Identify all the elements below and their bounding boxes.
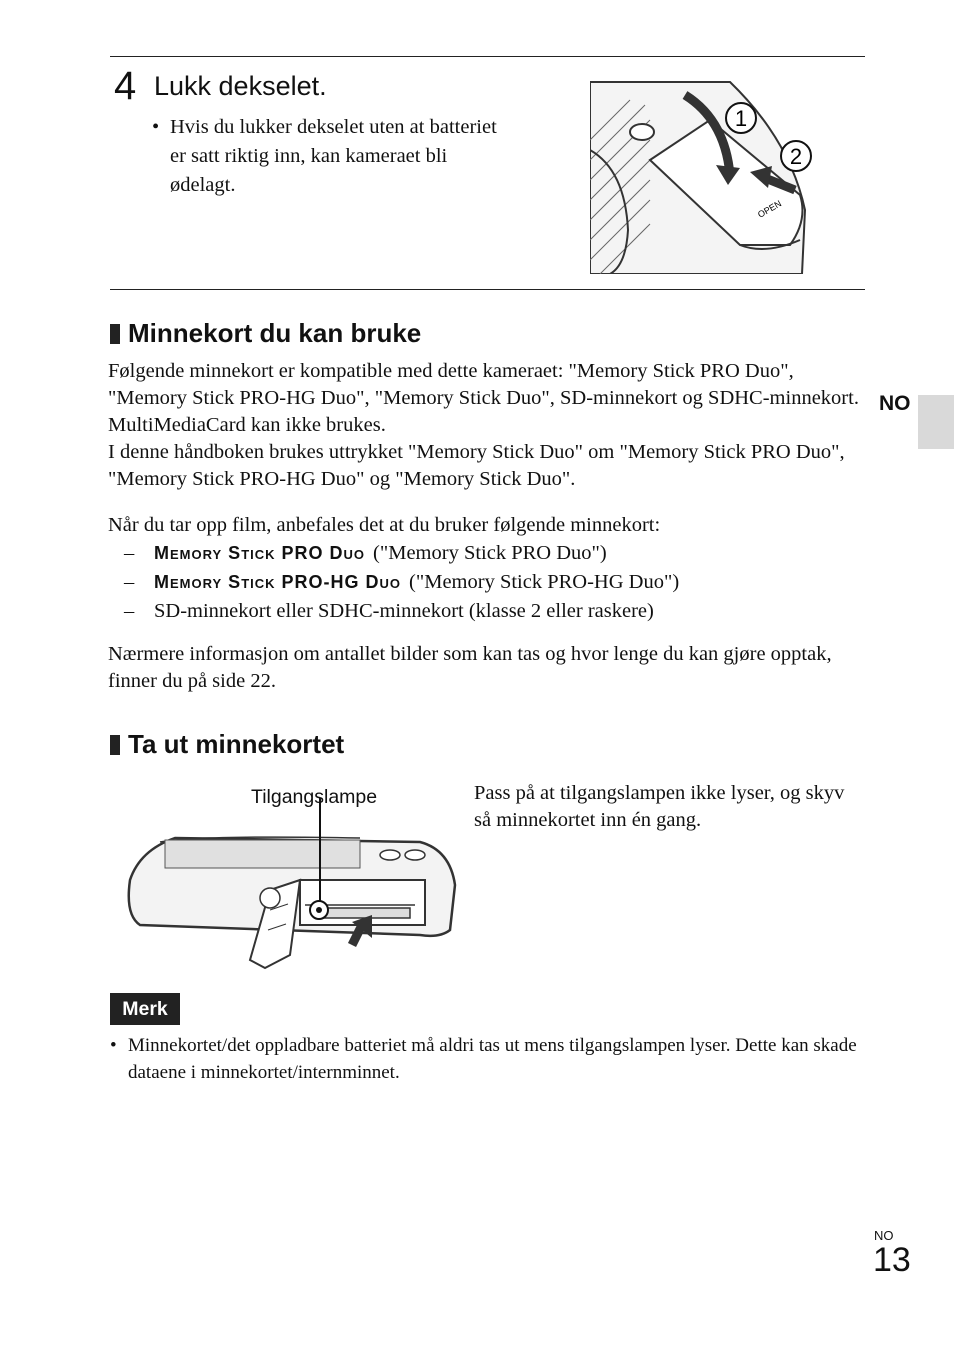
note-bullet bbox=[110, 1032, 860, 1086]
memory-stick-pro-duo-logo: Memory Stick PRO Duo bbox=[154, 543, 366, 563]
language-tab-label: NO bbox=[879, 392, 911, 415]
section-heading-memory bbox=[110, 318, 421, 349]
section-rule bbox=[110, 289, 865, 290]
list-item bbox=[108, 568, 868, 597]
memory-paragraph-1-b: I denne håndboken brukes uttrykket "Memory Stick Duo" om "Memory Stick PRO Duo", "Memory Stick PRO-HG Duo" og "Memory Stick Duo". bbox=[108, 441, 845, 490]
remove-card-illustration bbox=[120, 780, 465, 975]
tripod-socket-icon bbox=[630, 124, 654, 140]
bullet-dot: • bbox=[152, 116, 160, 138]
step-number: 4 bbox=[114, 64, 137, 108]
list-dash: – bbox=[124, 571, 135, 593]
list-item-text: ("Memory Stick PRO-HG Duo") bbox=[409, 571, 680, 593]
note-bullet-text: Minnekortet/det oppladbare batteriet må aldri tas ut mens tilgangslampen lyser. Dette kan skade dataene i minnekortet/internminnet. bbox=[128, 1035, 857, 1083]
memory-paragraph-3 bbox=[108, 641, 868, 695]
note-label: Merk bbox=[110, 993, 180, 1025]
list-item-text: ("Memory Stick PRO Duo") bbox=[373, 542, 607, 564]
step-bullet-text: Hvis du lukker dekselet uten at batteriet er satt riktig inn, kan kameraet bli ødelagt. bbox=[170, 116, 497, 196]
top-rule bbox=[110, 56, 865, 57]
list-dash: – bbox=[124, 542, 135, 564]
callout-2-label: 2 bbox=[789, 144, 803, 169]
memory-paragraph-2-text: Når du tar opp film, anbefales det at du bruker følgende minnekort: bbox=[108, 514, 661, 536]
open-label: OPEN bbox=[756, 198, 784, 220]
section-heading-remove-text: Ta ut minnekortet bbox=[128, 729, 345, 759]
language-tab bbox=[918, 395, 954, 449]
step-bullet bbox=[152, 113, 497, 200]
memory-paragraph-1-a: Følgende minnekort er kompatible med dette kameraet: "Memory Stick PRO Duo", "Memory Stick PRO-HG Duo", "Memory Stick Duo", SD-minnekort og SDHC-minnekort. MultiMediaCard kan ikke brukes. bbox=[108, 360, 859, 436]
step-title: Lukk dekselet. bbox=[154, 71, 327, 101]
close-cover-illustration bbox=[590, 80, 812, 274]
section-marker-icon bbox=[110, 735, 120, 755]
memory-paragraph-3-text: Nærmere informasjon om antallet bilder som kan tas og hvor lenge du kan gjøre opptak, finner du på side 22. bbox=[108, 643, 832, 692]
list-item bbox=[108, 539, 868, 568]
list-item bbox=[108, 597, 868, 626]
list-dash: – bbox=[124, 600, 135, 622]
list-item-text: SD-minnekort eller SDHC-minnekort (klasse 2 eller raskere) bbox=[154, 600, 654, 622]
remove-instruction: Pass på at tilgangslampen ikke lyser, og skyv så minnekortet inn én gang. bbox=[474, 782, 845, 831]
section-marker-icon bbox=[110, 324, 120, 344]
memory-stick-pro-hg-duo-logo: Memory Stick PRO-HG Duo bbox=[154, 572, 402, 592]
memory-paragraph-2 bbox=[108, 512, 868, 626]
footer-language: NO bbox=[874, 1228, 894, 1243]
page-number: 13 bbox=[873, 1241, 911, 1279]
callout-1-label: 1 bbox=[734, 106, 748, 131]
section-heading-remove bbox=[110, 729, 344, 760]
memory-card-icon bbox=[320, 908, 410, 918]
access-lamp-label: Tilgangslampe bbox=[251, 786, 378, 808]
section-heading-memory-text: Minnekort du kan bruke bbox=[128, 318, 422, 348]
memory-paragraph-1 bbox=[108, 358, 868, 493]
bullet-dot: • bbox=[110, 1035, 117, 1056]
